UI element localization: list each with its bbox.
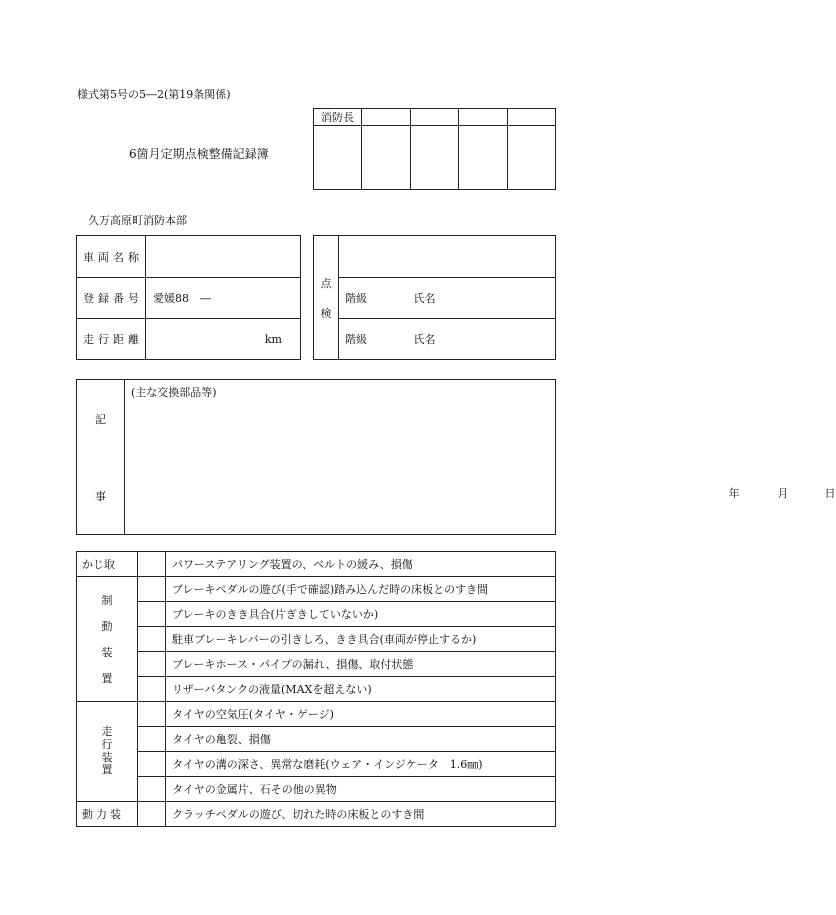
check-cell[interactable] — [138, 677, 166, 702]
running-gear-label: 走 行 装 置 — [77, 702, 138, 802]
check-cell[interactable] — [138, 727, 166, 752]
distance-unit: km — [264, 332, 282, 346]
name-label: 氏名 — [413, 333, 436, 346]
check-cell[interactable] — [138, 627, 166, 652]
check-cell[interactable] — [138, 652, 166, 677]
checklist-item: ブレーキホース・パイプの漏れ、損傷、取付状態 — [166, 652, 556, 677]
rank-label: 階級 — [345, 333, 367, 346]
registration-field[interactable]: 愛媛88 ― — [146, 278, 301, 319]
notes-hint: (主な交換部品等) — [131, 386, 217, 399]
registration-label: 登 録 番 号 — [77, 278, 146, 319]
check-cell[interactable] — [138, 602, 166, 627]
vehicle-info-table — [76, 235, 301, 360]
inspection-table — [313, 235, 836, 500]
checklist-item: クラッチペダルの遊び、切れた時の床板とのすき間 — [166, 802, 556, 827]
brake-label: 制 動 装 置 — [77, 577, 138, 702]
stamp-cell[interactable] — [410, 126, 459, 190]
steering-label: かじ取 — [77, 552, 138, 577]
check-cell[interactable] — [138, 802, 166, 827]
checklist-item: タイヤの金属片、石その他の異物 — [166, 777, 556, 802]
check-cell[interactable] — [138, 752, 166, 777]
page-title: 6箇月定期点検整備記録簿 — [129, 147, 269, 161]
stamp-header-cell — [459, 109, 508, 126]
inspector-1-field[interactable] — [339, 278, 556, 319]
approval-stamp-table — [313, 108, 556, 190]
notes-field[interactable] — [125, 380, 556, 535]
check-cell[interactable] — [138, 552, 166, 577]
stamp-header-cell — [362, 109, 411, 126]
checklist-item: タイヤの溝の深さ、異常な磨耗(ウェア・インジケータ 1.6㎜) — [166, 752, 556, 777]
day-label: 日 — [824, 486, 836, 500]
stamp-cell[interactable] — [507, 126, 556, 190]
notes-table — [76, 379, 556, 535]
stamp-header-cell — [507, 109, 556, 126]
check-cell[interactable] — [138, 777, 166, 802]
year-label: 年 — [728, 486, 740, 500]
check-cell[interactable] — [138, 702, 166, 727]
organization-name: 久万高原町消防本部 — [88, 214, 187, 227]
notes-label: 記 事 — [77, 380, 125, 535]
checklist-item: タイヤの亀裂、損傷 — [166, 727, 556, 752]
checklist-item: ブレーキペダルの遊び(手で確認)踏み込んだ時の床板とのすき間 — [166, 577, 556, 602]
rank-label: 階級 — [345, 292, 367, 305]
stamp-cell[interactable] — [459, 126, 508, 190]
vehicle-name-field[interactable] — [146, 236, 301, 278]
checklist-item: リザーバタンクの液量(MAXを超えない) — [166, 677, 556, 702]
form-number: 様式第5号の5―2(第19条関係) — [77, 88, 231, 101]
check-cell[interactable] — [138, 577, 166, 602]
distance-label: 走 行 距 離 — [77, 319, 146, 360]
name-label: 氏名 — [413, 292, 436, 305]
checklist-item: パワーステアリング装置の、ベルトの緩み、損傷 — [166, 552, 556, 577]
month-label: 月 — [777, 486, 789, 500]
checklist-item: ブレーキのきき具合(片ぎきしていないか) — [166, 602, 556, 627]
power-unit-label: 動力装 — [77, 802, 138, 827]
stamp-cell[interactable] — [362, 126, 411, 190]
checklist-item: タイヤの空気圧(タイヤ・ゲージ) — [166, 702, 556, 727]
inspection-checklist — [76, 551, 556, 827]
checklist-item: 駐車ブレーキレバーの引きしろ、きき具合(車両が停止するか) — [166, 627, 556, 652]
stamp-cell[interactable] — [314, 126, 362, 190]
inspection-label: 点 検 — [314, 236, 339, 360]
chief-label: 消防長 — [314, 109, 362, 126]
vehicle-name-label: 車 両 名 称 — [77, 236, 146, 278]
stamp-header-cell — [410, 109, 459, 126]
distance-field[interactable] — [146, 319, 301, 360]
inspector-2-field[interactable] — [339, 319, 556, 360]
